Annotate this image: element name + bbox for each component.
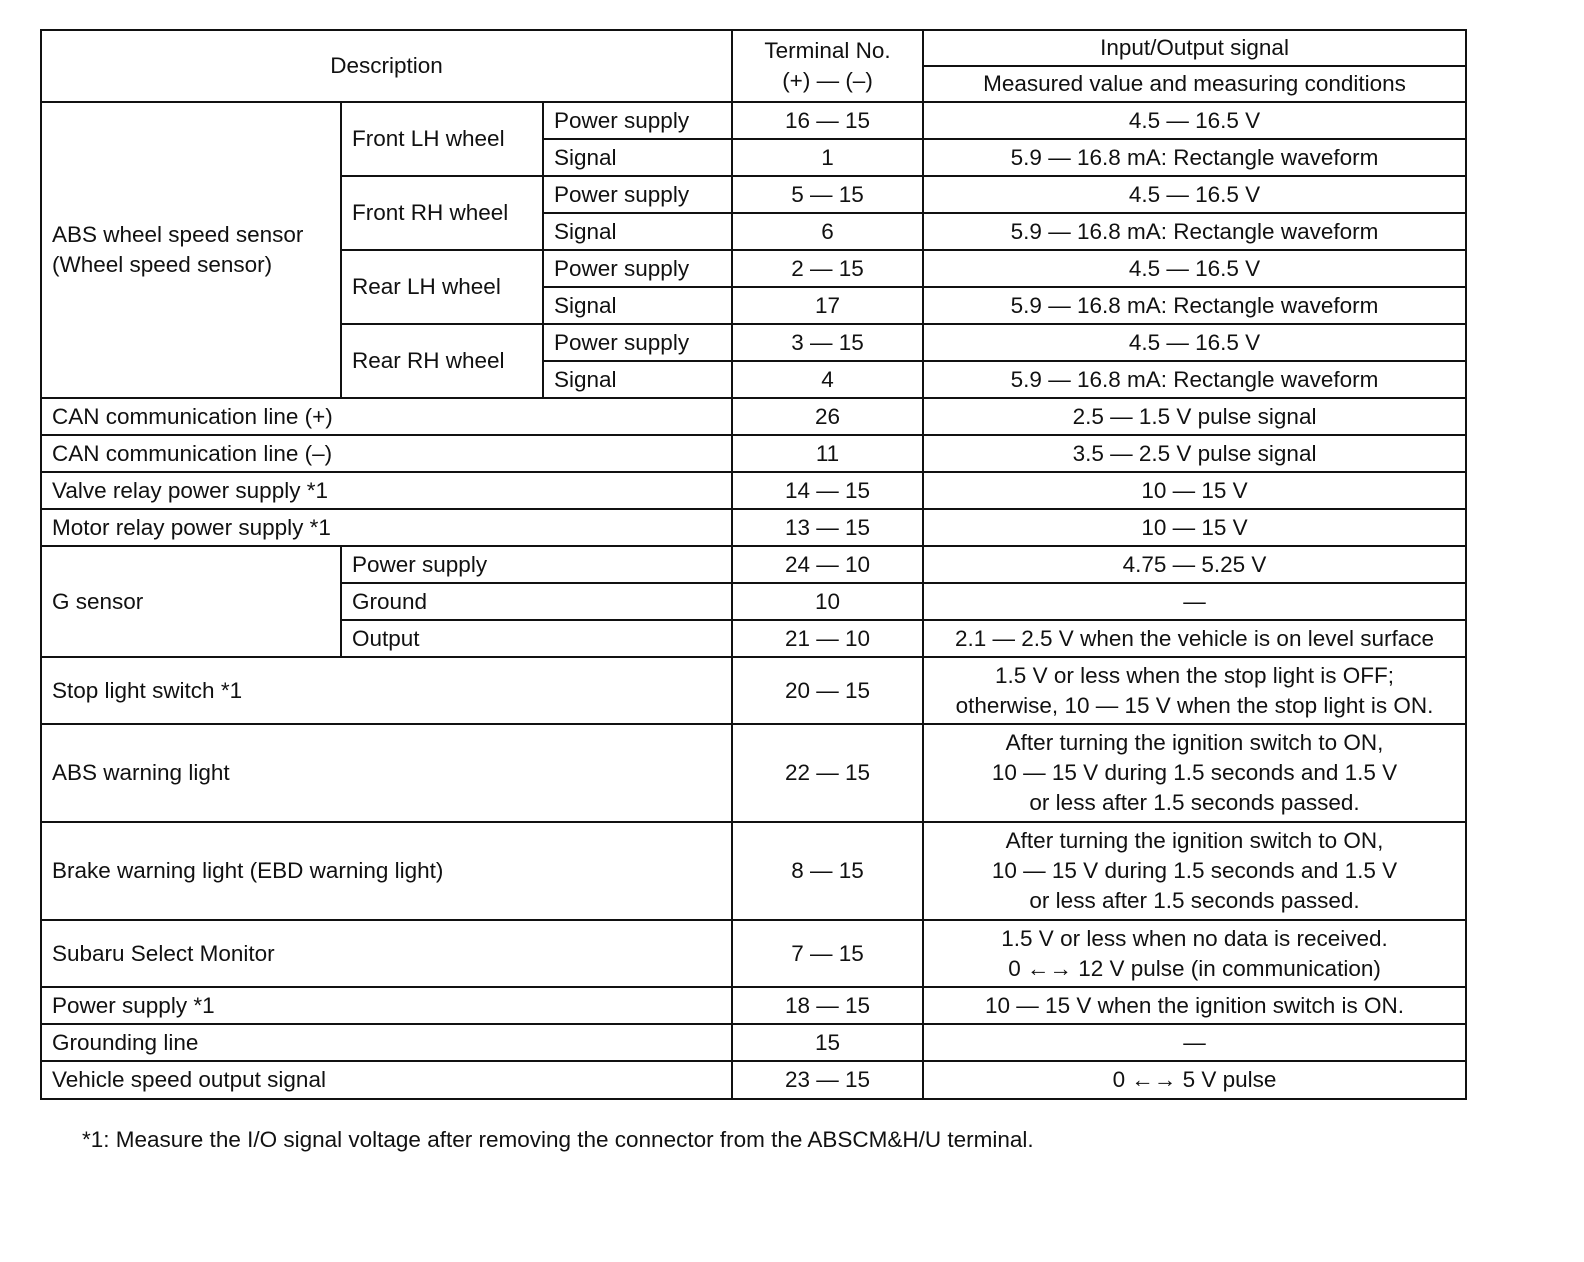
description-cell: Brake warning light (EBD warning light) xyxy=(41,822,732,920)
terminal-cell: 8 — 15 xyxy=(732,822,923,920)
value-cell: 10 — 15 V xyxy=(923,472,1466,509)
value-cell xyxy=(923,1061,1466,1099)
description-cell: Grounding line xyxy=(41,1024,732,1061)
terminal-cell: 3 — 15 xyxy=(732,324,923,361)
description-cell: ABS warning light xyxy=(41,724,732,822)
value-cell: 2.5 — 1.5 V pulse signal xyxy=(923,398,1466,435)
io-signal-table xyxy=(40,29,1467,1100)
value-cell-line: 10 — 15 V during 1.5 seconds and 1.5 V xyxy=(991,760,1398,785)
header-description: Description xyxy=(41,30,732,102)
description-cell: Motor relay power supply *1 xyxy=(41,509,732,546)
item-cell: Power supply xyxy=(543,176,732,213)
value-cell: — xyxy=(923,583,1466,620)
value-cell-line: or less after 1.5 seconds passed. xyxy=(1029,790,1360,815)
table-row xyxy=(41,724,1466,822)
terminal-cell: 18 — 15 xyxy=(732,987,923,1024)
item-cell: Signal xyxy=(543,139,732,176)
value-cell: 10 — 15 V xyxy=(923,509,1466,546)
header-measured: Measured value and measuring conditions xyxy=(923,66,1466,102)
terminal-cell: 13 — 15 xyxy=(732,509,923,546)
table-row xyxy=(41,822,1466,920)
header-terminal-no: Terminal No. xyxy=(764,38,891,63)
table-row xyxy=(41,435,1466,472)
item-cell: Power supply xyxy=(543,324,732,361)
value-cell: 3.5 — 2.5 V pulse signal xyxy=(923,435,1466,472)
value-cell-line: After turning the ignition switch to ON, xyxy=(1005,730,1384,755)
terminal-cell: 20 — 15 xyxy=(732,657,923,724)
table-row xyxy=(41,398,1466,435)
value-cell-line: or less after 1.5 seconds passed. xyxy=(1029,888,1360,913)
table-row xyxy=(41,546,1466,583)
g-sensor-label: G sensor xyxy=(41,546,341,657)
terminal-cell: 26 xyxy=(732,398,923,435)
item-cell: Signal xyxy=(543,213,732,250)
table-row xyxy=(41,102,1466,139)
item-cell: Signal xyxy=(543,361,732,398)
value-cell xyxy=(923,920,1466,987)
wheel-name: Front RH wheel xyxy=(341,176,543,250)
item-cell: Power supply xyxy=(543,250,732,287)
wheel-name: Front LH wheel xyxy=(341,102,543,176)
value-cell-line: 10 — 15 V when the ignition switch is ON. xyxy=(985,992,1404,1018)
value-cell-line: otherwise, 10 — 15 V when the stop light is ON. xyxy=(955,692,1434,718)
wheel-sensor-label-line: ABS wheel speed sensor xyxy=(52,222,304,247)
value-cell xyxy=(923,822,1466,920)
item-cell: Output xyxy=(341,620,732,657)
header-terminal-polarity: (+) — (–) xyxy=(782,68,873,93)
description-cell: Power supply *1 xyxy=(41,987,732,1024)
value-cell: 5.9 — 16.8 mA: Rectangle waveform xyxy=(923,287,1466,324)
value-cell: 4.5 — 16.5 V xyxy=(923,176,1466,213)
terminal-cell: 11 xyxy=(732,435,923,472)
value-cell xyxy=(923,987,1466,1024)
table-row xyxy=(41,509,1466,546)
footnote: *1: Measure the I/O signal voltage after removing the connector from the ABSCM&H/U terminal. xyxy=(82,1127,1034,1152)
value-cell: 4.5 — 16.5 V xyxy=(923,250,1466,287)
terminal-cell: 23 — 15 xyxy=(732,1061,923,1099)
header-io-signal: Input/Output signal xyxy=(923,30,1466,66)
value-cell xyxy=(923,724,1466,822)
terminal-cell: 24 — 10 xyxy=(732,546,923,583)
terminal-cell: 10 xyxy=(732,583,923,620)
terminal-cell: 1 xyxy=(732,139,923,176)
value-cell: 4.5 — 16.5 V xyxy=(923,324,1466,361)
terminal-cell: 16 — 15 xyxy=(732,102,923,139)
value-cell-line: 1.5 V or less when the stop light is OFF; xyxy=(995,662,1394,688)
terminal-cell: 5 — 15 xyxy=(732,176,923,213)
terminal-cell: 17 xyxy=(732,287,923,324)
terminal-cell: 2 — 15 xyxy=(732,250,923,287)
table-row xyxy=(41,1024,1466,1061)
item-cell: Signal xyxy=(543,287,732,324)
value-cell-line: 1.5 V or less when no data is received. xyxy=(1001,925,1388,951)
wheel-sensor-label xyxy=(41,102,341,398)
terminal-cell: 22 — 15 xyxy=(732,724,923,822)
description-cell: Stop light switch *1 xyxy=(41,657,732,724)
wheel-name: Rear RH wheel xyxy=(341,324,543,398)
terminal-cell: 15 xyxy=(732,1024,923,1061)
value-cell: 4.5 — 16.5 V xyxy=(923,102,1466,139)
description-cell: Subaru Select Monitor xyxy=(41,920,732,987)
item-cell: Ground xyxy=(341,583,732,620)
terminal-cell: 14 — 15 xyxy=(732,472,923,509)
value-cell xyxy=(923,1024,1466,1061)
value-cell: 4.75 — 5.25 V xyxy=(923,546,1466,583)
value-cell: 5.9 — 16.8 mA: Rectangle waveform xyxy=(923,139,1466,176)
terminal-cell: 6 xyxy=(732,213,923,250)
value-cell-line: 0 ←→ 12 V pulse (in communication) xyxy=(1008,955,1381,981)
table-row xyxy=(41,472,1466,509)
value-cell: 5.9 — 16.8 mA: Rectangle waveform xyxy=(923,361,1466,398)
wheel-sensor-label-line: (Wheel speed sensor) xyxy=(52,252,273,277)
table-row xyxy=(41,1061,1466,1099)
value-cell xyxy=(923,657,1466,724)
table-row xyxy=(41,987,1466,1024)
table-row xyxy=(41,657,1466,724)
description-cell: CAN communication line (+) xyxy=(41,398,732,435)
value-cell: 5.9 — 16.8 mA: Rectangle waveform xyxy=(923,213,1466,250)
terminal-cell: 21 — 10 xyxy=(732,620,923,657)
terminal-cell: 7 — 15 xyxy=(732,920,923,987)
table-row xyxy=(41,920,1466,987)
value-cell-line: 10 — 15 V during 1.5 seconds and 1.5 V xyxy=(991,858,1398,883)
description-cell: CAN communication line (–) xyxy=(41,435,732,472)
value-cell-line: — xyxy=(1183,1029,1206,1055)
wheel-name: Rear LH wheel xyxy=(341,250,543,324)
item-cell: Power supply xyxy=(543,102,732,139)
header-row xyxy=(41,30,1466,66)
terminal-cell: 4 xyxy=(732,361,923,398)
item-cell: Power supply xyxy=(341,546,732,583)
value-cell-line: After turning the ignition switch to ON, xyxy=(1005,828,1384,853)
description-cell: Valve relay power supply *1 xyxy=(41,472,732,509)
value-cell: 2.1 — 2.5 V when the vehicle is on level surface xyxy=(923,620,1466,657)
header-terminal xyxy=(732,30,923,102)
value-cell-line: 0 ←→ 5 V pulse xyxy=(1112,1067,1277,1092)
description-cell: Vehicle speed output signal xyxy=(41,1061,732,1099)
